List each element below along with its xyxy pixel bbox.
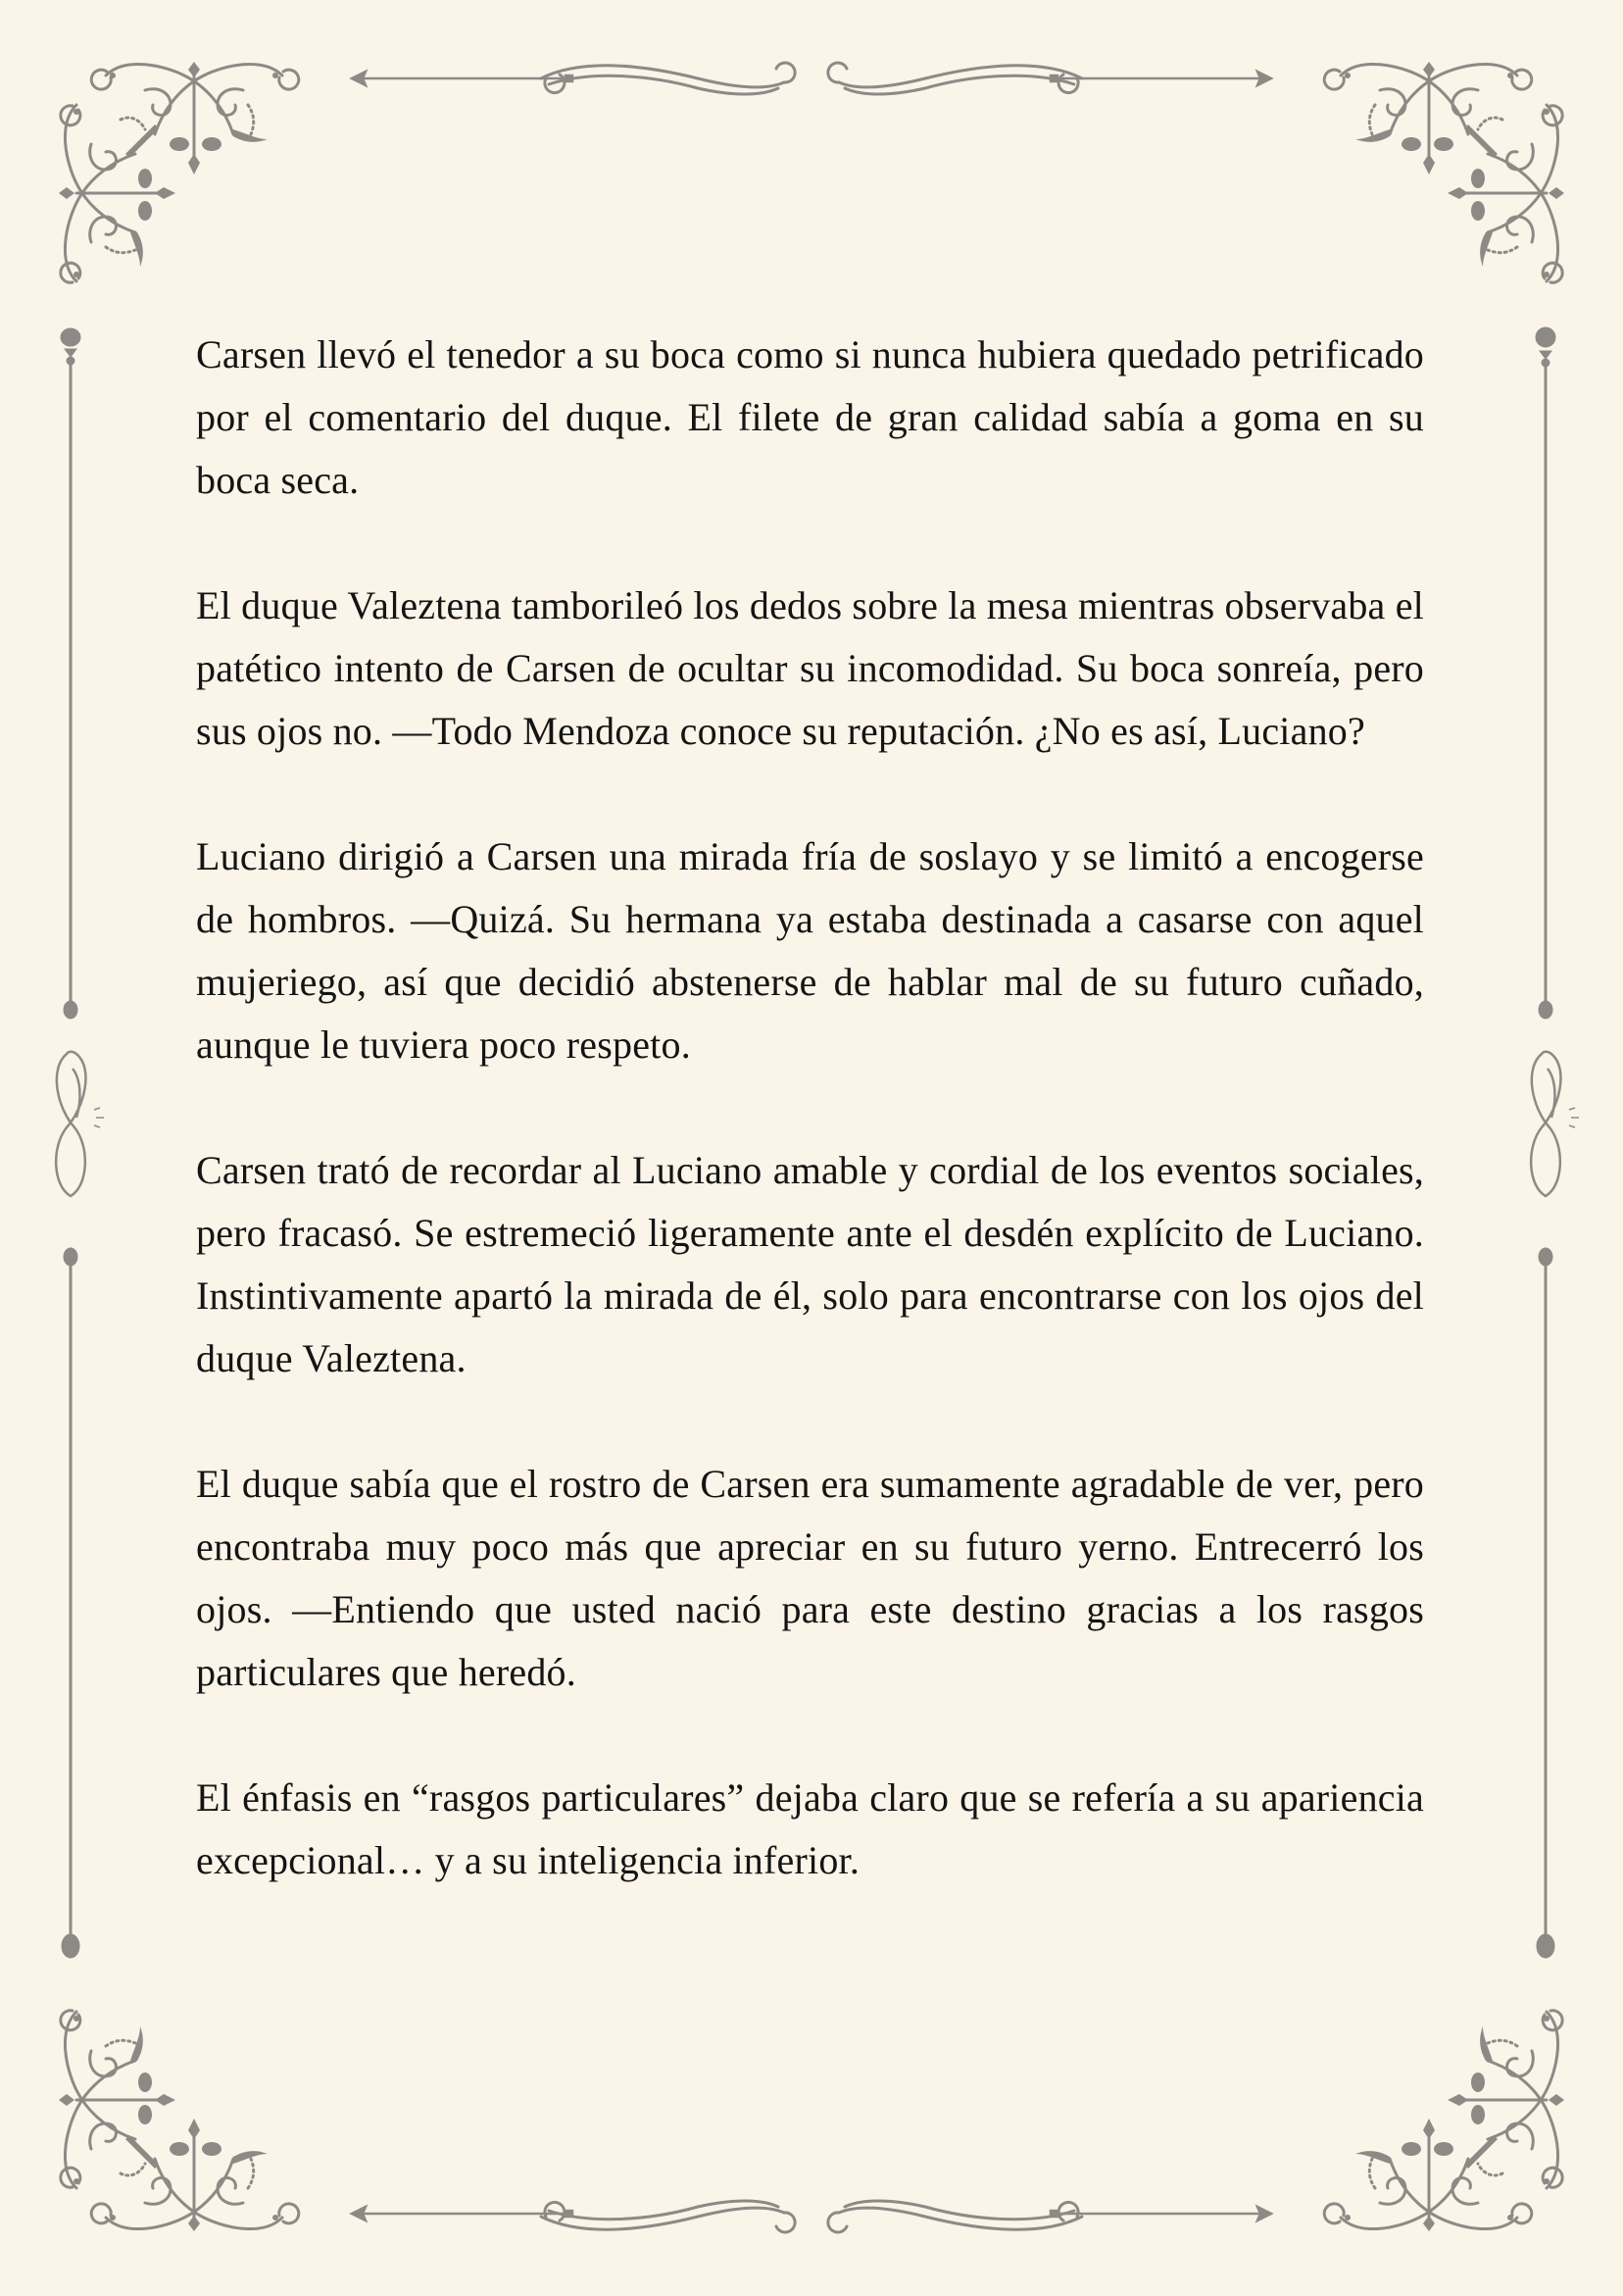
corner-ornament-bottom-right-icon: [1292, 1963, 1623, 2296]
paragraph-1: Carsen llevó el tenedor a su boca como si nunca hubiera quedado petrificado por el comentario del duque. El filete de gran calidad sabía a goma en su boca seca.: [196, 332, 1424, 502]
corner-ornament-top-right-icon: [1292, 0, 1623, 330]
left-side-rail-icon: [39, 324, 118, 1990]
paragraph-3: Luciano dirigió a Carsen una mirada fría de soslayo y se limitó a encogerse de hombros. —Quizá. Su hermana ya estaba destinada a casarse con aquel mujeriego, así que decidió abstenerse de hablar mal de su futuro cuñado, aunque le tuviera poco respeto.: [196, 834, 1424, 1067]
paragraph-5: El duque sabía que el rostro de Carsen era sumamente agradable de ver, pero encontraba muy poco más que apreciar en su futuro yerno. Entrecerró los ojos. —Entiendo que usted nació para este destino gracias a los rasgos particulares que heredó.: [196, 1462, 1424, 1694]
corner-ornament-bottom-left-icon: [0, 1963, 331, 2296]
story-text: [196, 324, 1424, 1892]
paragraph-6: El énfasis en “rasgos particulares” dejaba claro que se refería a su apariencia excepcional… y a su inteligencia inferior.: [196, 1775, 1424, 1882]
bottom-scroll-divider-icon: [348, 2181, 1275, 2260]
infinity-loop: [56, 1052, 104, 1196]
paragraph-4: Carsen trató de recordar al Luciano amable y cordial de los eventos sociales, pero fracasó. Se estremeció ligeramente ante el desdén explícito de Luciano. Instintivamente apartó la mirada de él, solo para encontrarse con los ojos del duque Valeztena.: [196, 1148, 1424, 1380]
top-scroll-divider-icon: [348, 57, 1275, 135]
paragraph-2: El duque Valeztena tamborileó los dedos sobre la mesa mientras observaba el patético intento de Carsen de ocultar su incomodidad. Su boca sonreía, pero sus ojos no. —Todo Mendoza conoce su reputación. ¿No es así, Luciano?: [196, 583, 1424, 753]
right-side-rail-icon: [1512, 324, 1591, 1990]
corner-ornament-top-left-icon: [0, 0, 331, 330]
